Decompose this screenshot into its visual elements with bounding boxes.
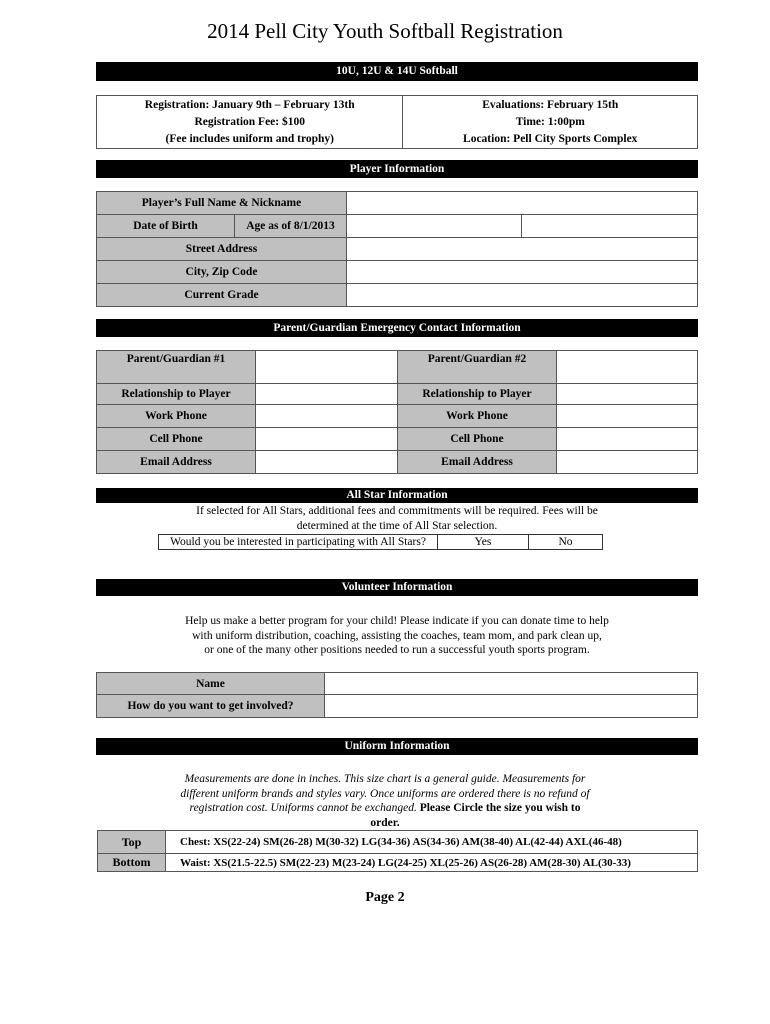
player-info-table [96,191,698,307]
dob-field[interactable] [347,215,522,238]
volunteer-info-header: Volunteer Information [96,579,698,596]
waist-label: Waist [180,856,207,869]
city-zip-field[interactable] [347,261,698,284]
age-field[interactable] [522,215,698,238]
uniform-line3 [140,801,630,816]
relationship1-label: Relationship to Player [97,384,256,405]
volunteer-line2: with uniform distribution, coaching, assisting the coaches, team mom, and park clean up, [192,629,602,642]
cell-phone2-label: Cell Phone [398,428,557,451]
uniform-description [140,772,630,830]
top-size-options[interactable] [166,831,698,854]
cell-phone1-label: Cell Phone [97,428,256,451]
registration-fee: Registration Fee: $100 [194,115,305,128]
guardian1-label: Parent/Guardian #1 [97,351,256,384]
size-chart-table [97,830,698,872]
email2-label: Email Address [398,451,557,474]
top-label: Top [98,831,166,854]
uniform-line1: Measurements are done in inches. This size chart is a general guide. Measurements for [184,773,586,785]
work-phone2-label: Work Phone [398,405,557,428]
volunteer-description [96,614,698,658]
allstar-note [96,504,698,533]
age-label: Age as of 8/1/2013 [235,215,347,238]
work-phone2-field[interactable] [557,405,698,428]
email1-label: Email Address [97,451,256,474]
bottom-label: Bottom [98,854,166,872]
relationship1-field[interactable] [256,384,398,405]
work-phone1-label: Work Phone [97,405,256,428]
volunteer-name-field[interactable] [325,673,698,695]
allstar-question-table [158,534,603,550]
work-phone1-field[interactable] [256,405,398,428]
uniform-line4: order. [370,816,400,829]
allstar-yes-option[interactable]: Yes [438,535,529,550]
full-name-field[interactable] [347,192,698,215]
contact-info-table [96,350,698,474]
page-number: Page 2 [365,890,405,905]
contact-info-header: Parent/Guardian Emergency Contact Information [96,319,698,337]
evaluation-details [403,96,698,149]
guardian2-label: Parent/Guardian #2 [398,351,557,384]
uniform-line3-italic: registration cost. Uniforms cannot be exchanged. [189,802,417,814]
page-title: 2014 Pell City Youth Softball Registration [207,19,563,43]
relationship2-field[interactable] [557,384,698,405]
email1-field[interactable] [256,451,398,474]
volunteer-line1: Help us make a better program for your child! Please indicate if you can donate time to help [185,615,609,627]
top-sizes: : XS(22-24) SM(26-28) M(30-32) LG(34-36) AS(34-36) AM(38-40) AL(42-44) AXL(46-48) [206,836,622,848]
cell-phone2-field[interactable] [557,428,698,451]
uniform-circle-instruction: Please Circle the size you wish to [419,802,581,814]
volunteer-name-label: Name [97,673,325,695]
evaluation-date: Evaluations: February 15th [482,98,619,111]
registration-dates: Registration: January 9th – February 13th [144,98,355,111]
volunteer-line3: or one of the many other positions needed to run a successful youth sports program. [204,644,590,656]
volunteer-involve-label: How do you want to get involved? [97,695,325,718]
street-label: Street Address [97,238,347,261]
player-info-header: Player Information [96,160,698,178]
city-zip-label: City, Zip Code [97,261,347,284]
volunteer-involve-field[interactable] [325,695,698,718]
divisions-bar: 10U, 12U & 14U Softball [96,62,698,81]
street-field[interactable] [347,238,698,261]
allstar-info-header: All Star Information [96,488,698,503]
allstar-question: Would you be interested in participating with All Stars? [159,535,438,550]
relationship2-label: Relationship to Player [398,384,557,405]
grade-label: Current Grade [97,284,347,307]
registration-details [97,96,403,149]
email2-field[interactable] [557,451,698,474]
volunteer-table [96,672,698,718]
fee-note: (Fee includes uniform and trophy) [165,132,334,145]
evaluation-location: Location: Pell City Sports Complex [463,132,638,145]
uniform-info-header: Uniform Information [96,738,698,755]
cell-phone1-field[interactable] [256,428,398,451]
uniform-line2: different uniform brands and styles vary. Once uniforms are ordered there is no refund of [180,787,590,800]
allstar-note-line1: If selected for All Stars, additional fees and commitments will be required. Fees will be [196,505,598,517]
full-name-label: Player’s Full Name & Nickname [97,192,347,215]
registration-info-table [96,95,698,149]
grade-field[interactable] [347,284,698,307]
allstar-note-line2: determined at the time of All Star selection. [296,519,498,532]
guardian2-field[interactable] [557,351,698,384]
chest-label: Chest [180,836,207,848]
dob-label: Date of Birth [97,215,235,238]
guardian1-field[interactable] [256,351,398,384]
evaluation-time: Time: 1:00pm [515,115,585,128]
bottom-sizes: : XS(21.5-22.5) SM(22-23) M(23-24) LG(24-25) XL(25-26) AS(26-28) AM(28-30) AL(30-33) [206,856,631,869]
bottom-size-options[interactable] [166,854,698,872]
allstar-no-option[interactable]: No [529,535,603,550]
